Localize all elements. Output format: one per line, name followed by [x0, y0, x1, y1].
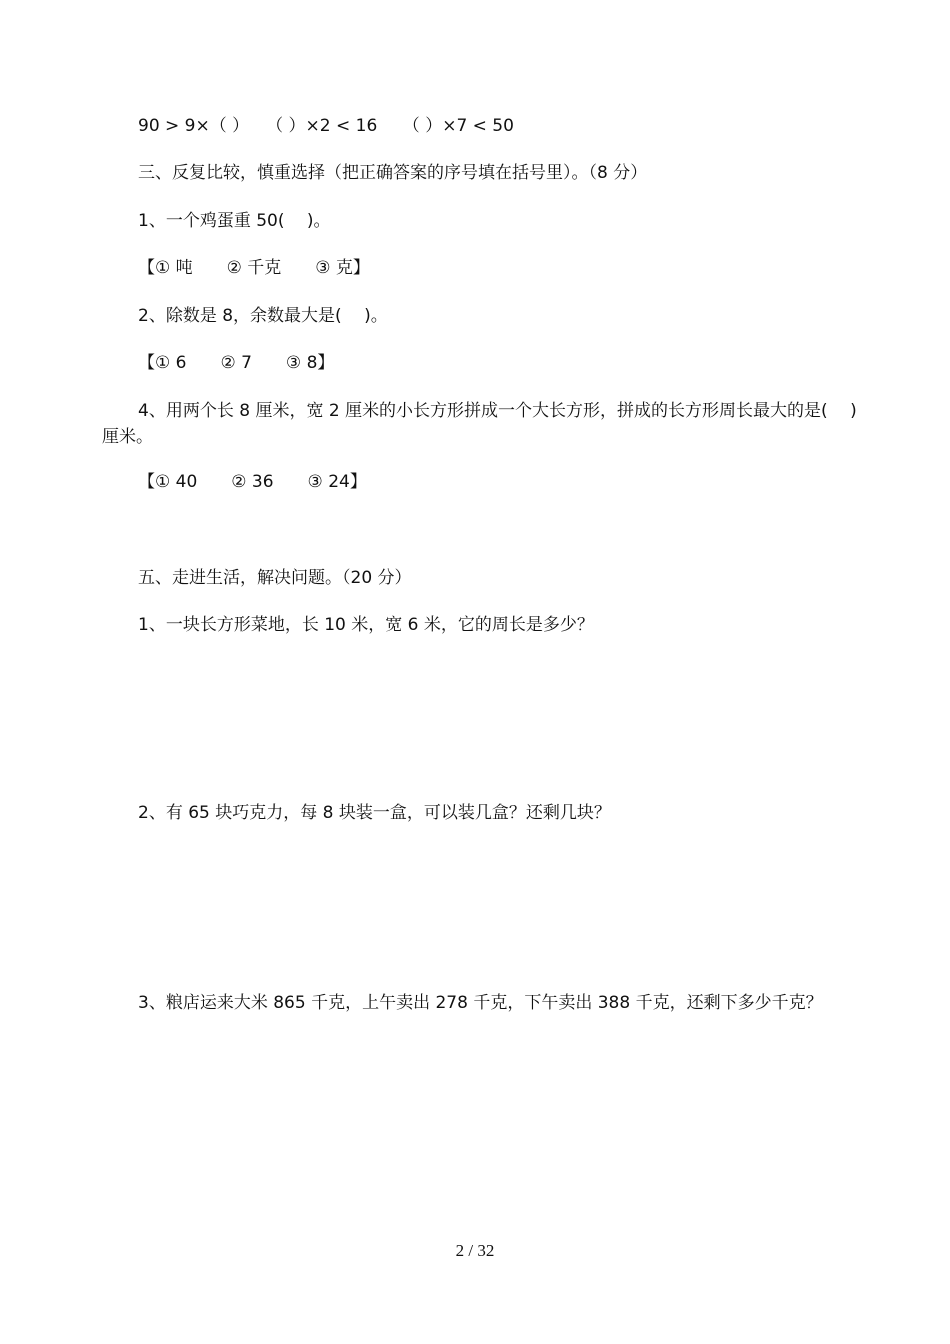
question-4-options: 【① 40 ② 36 ③ 24】: [138, 472, 367, 492]
section-3-title: 三、反复比较，慎重选择（把正确答案的序号填在括号里）。（8 分）: [138, 163, 648, 183]
question-1-text: 1、一个鸡蛋重 50( )。: [138, 211, 331, 231]
question-2-text: 2、除数是 8，余数最大是( )。: [138, 306, 388, 326]
problem-3-text: 3、粮店运来大米 865 千克，上午卖出 278 千克，下午卖出 388 千克，还剩下多少千克？: [138, 993, 823, 1013]
question-2-options: 【① 6 ② 7 ③ 8】: [138, 353, 335, 373]
inequality-fill-line: 90 > 9×（ ） （ ）×2 < 16 （ ）×7 < 50: [138, 116, 514, 136]
problem-2-text: 2、有 65 块巧克力，每 8 块装一盒，可以装几盒？还剩几块？: [138, 803, 611, 823]
question-4-text: 4、用两个长 8 厘米，宽 2 厘米的小长方形拼成一个大长方形，拼成的长方形周长最大的是( )厘米。: [102, 401, 857, 447]
section-5-title: 五、走进生活，解决问题。（20 分）: [138, 568, 412, 588]
question-1-options: 【① 吨 ② 千克 ③ 克】: [138, 258, 370, 278]
problem-1-text: 1、一块长方形菜地，长 10 米，宽 6 米，它的周长是多少？: [138, 615, 594, 635]
page-number: 2 / 32: [455, 1241, 495, 1260]
